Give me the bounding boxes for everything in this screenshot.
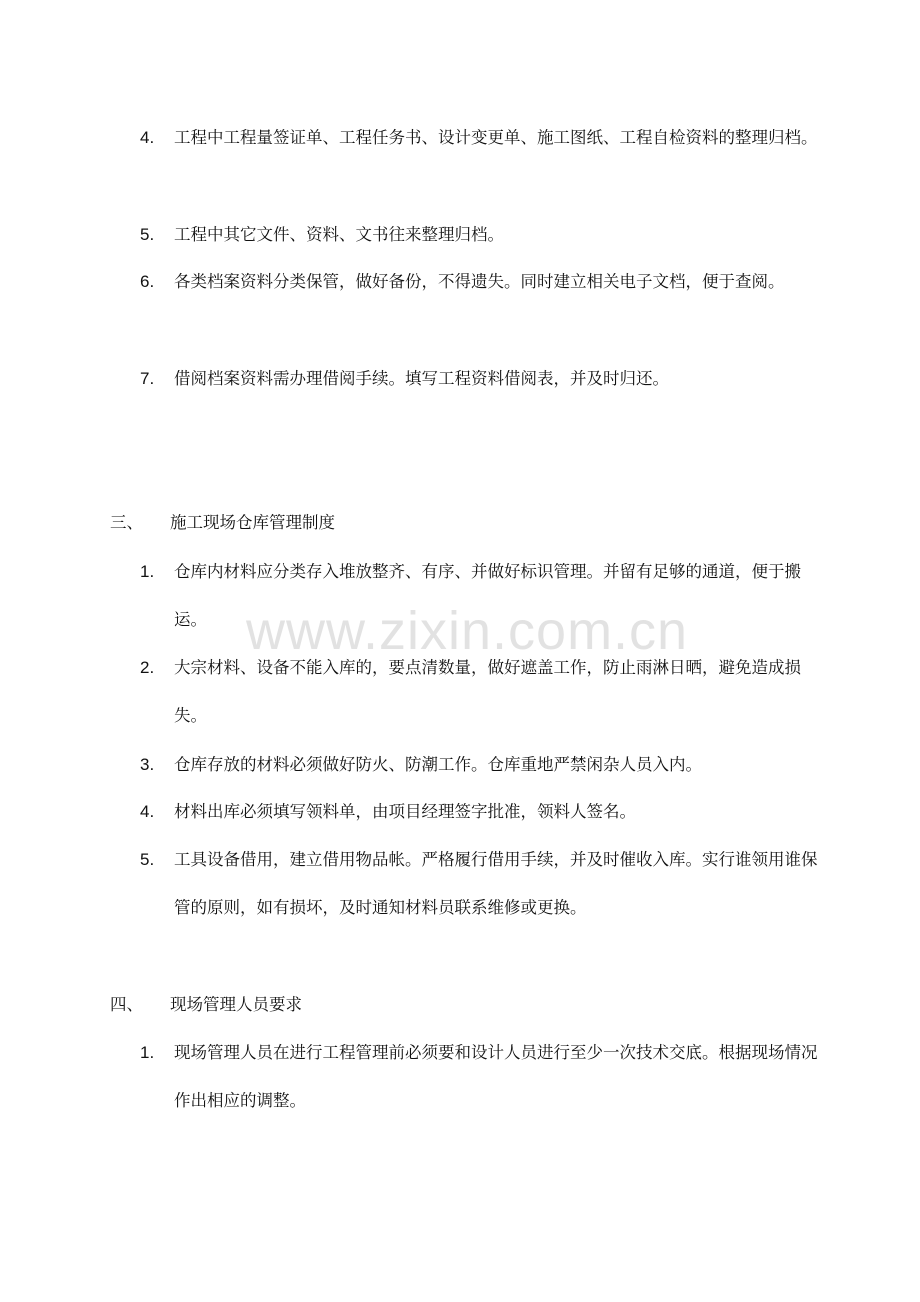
item-text: 仓库内材料应分类存入堆放整齐、有序、并做好标识管理。并留有足够的通道，便于搬运。 [174, 562, 801, 629]
item-text: 工具设备借用，建立借用物品帐。严格履行借用手续，并及时催收入库。实行谁领用谁保管的原则，如有损坏，及时通知材料员联系维修或更换。 [174, 850, 818, 917]
item-text: 仓库存放的材料必须做好防火、防潮工作。仓库重地严禁闲杂人员入内。 [174, 755, 702, 774]
section-number: 三、 [110, 513, 143, 532]
item-text: 工程中工程量签证单、工程任务书、设计变更单、施工图纸、工程自检资料的整理归档。 [174, 128, 818, 147]
section-number: 四、 [110, 995, 143, 1014]
item-number: 5. [140, 225, 155, 244]
item-number: 1. [140, 562, 155, 581]
item-number: 2. [140, 658, 155, 677]
item-text: 借阅档案资料需办理借阅手续。填写工程资料借阅表，并及时归还。 [174, 369, 669, 388]
item-text: 大宗材料、设备不能入库的，要点清数量，做好遮盖工作，防止雨淋日晒，避免造成损失。 [174, 658, 801, 725]
item-text: 各类档案资料分类保管，做好备份，不得遗失。同时建立相关电子文档，便于查阅。 [174, 272, 785, 291]
item-number: 3. [140, 755, 155, 774]
item-number: 6. [140, 272, 155, 291]
item-number: 7. [140, 369, 155, 388]
item-number: 4. [140, 128, 155, 147]
watermark: www.zixin.com.cn [246, 601, 689, 661]
item-number: 5. [140, 850, 155, 869]
item-number: 4. [140, 802, 155, 821]
section-title: 现场管理人员要求 [170, 995, 302, 1014]
item-text: 材料出库必须填写领料单，由项目经理签字批准，领料人签名。 [174, 802, 636, 821]
item-text: 工程中其它文件、资料、文书往来整理归档。 [174, 225, 504, 244]
item-text: 现场管理人员在进行工程管理前必须要和设计人员进行至少一次技术交底。根据现场情况作出相应的调整。 [174, 1043, 818, 1110]
section-title: 施工现场仓库管理制度 [170, 513, 335, 532]
item-number: 1. [140, 1043, 155, 1062]
